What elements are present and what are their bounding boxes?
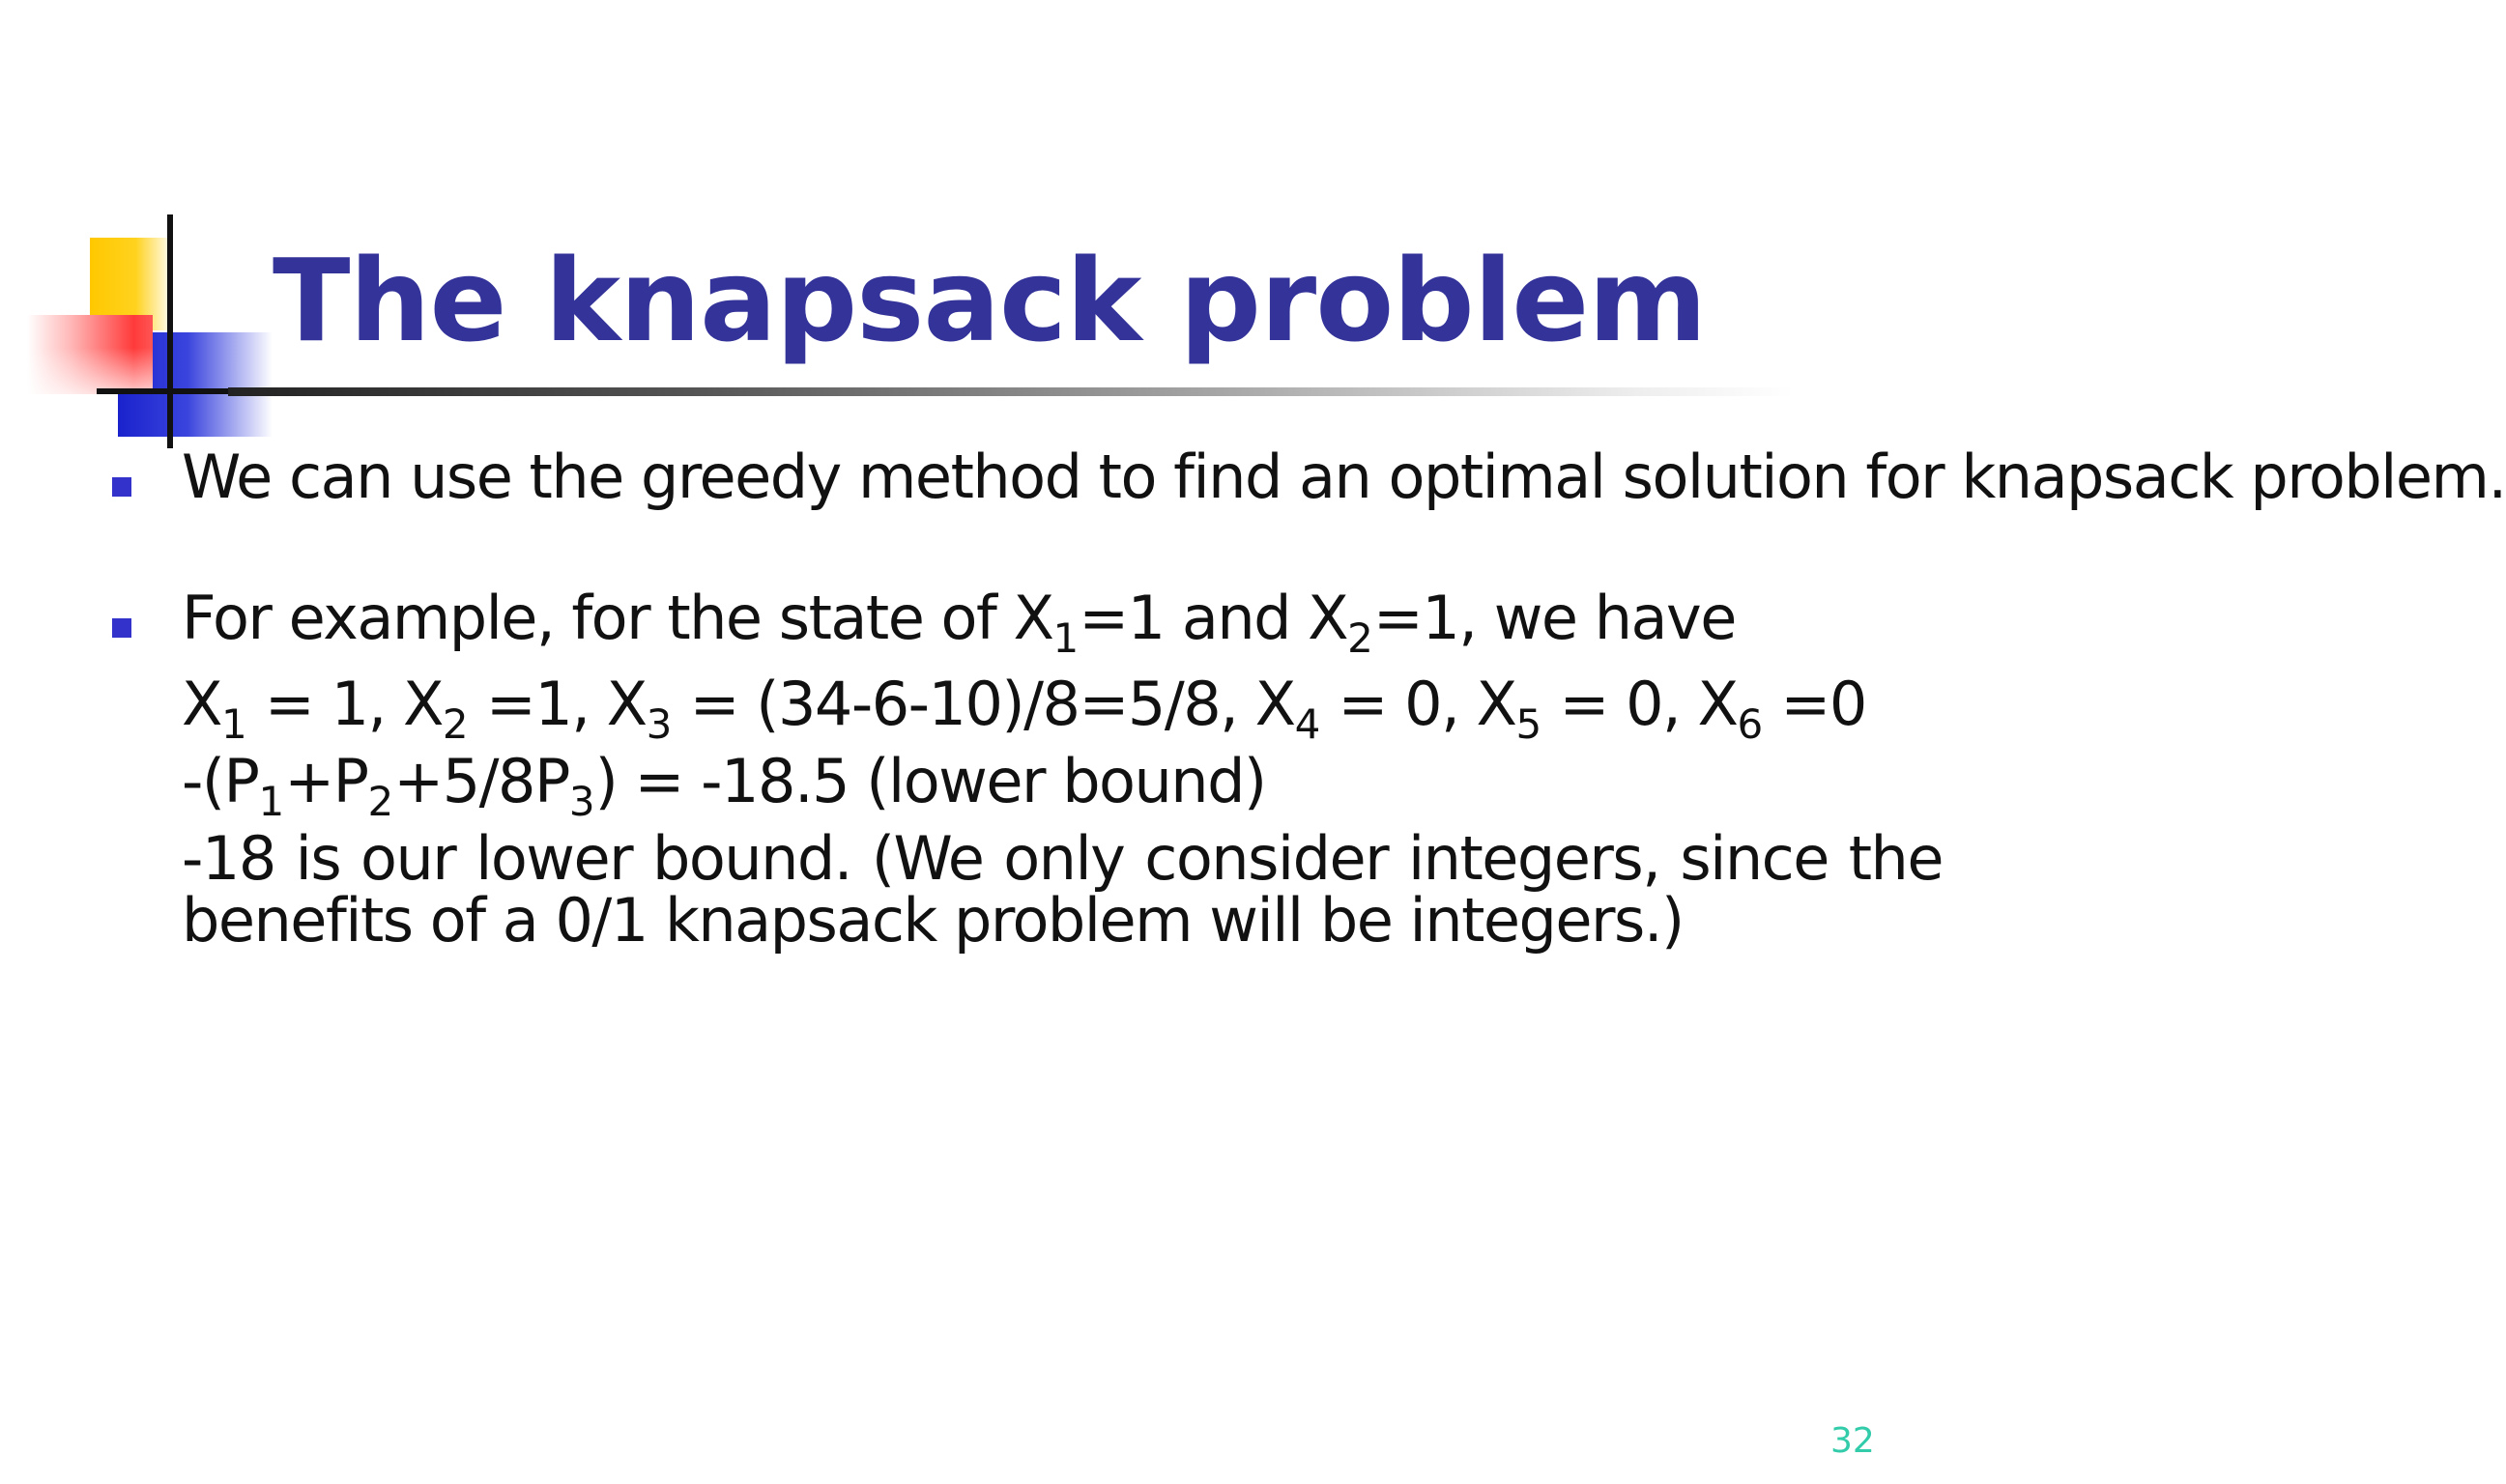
text-run: = 0, X xyxy=(1320,669,1516,739)
page-number: 32 xyxy=(1830,1421,1875,1461)
text-run: -(P xyxy=(182,746,259,816)
square-bullet-icon xyxy=(112,477,131,497)
variable-assignment-line xyxy=(182,669,1943,748)
text-run: =1, we have xyxy=(1372,583,1736,653)
text-run: For example, for the state of X xyxy=(182,583,1053,653)
horizontal-cross-line xyxy=(97,388,232,394)
text-run: = 1, X xyxy=(246,669,443,739)
subscript: 3 xyxy=(646,700,673,748)
subscript: 6 xyxy=(1737,700,1764,748)
vertical-cross-line xyxy=(167,214,173,448)
integer-lower-bound-paragraph: -18 is our lower bound. (We only consider integers, since the benefits of a 0/1 knapsack problem will be integers.) xyxy=(182,823,1943,956)
bullet-text-greedy-method xyxy=(182,442,2506,512)
text-run: = (34-6-10)/8=5/8, X xyxy=(672,669,1295,739)
subscript: 1 xyxy=(220,700,247,748)
text-run: X xyxy=(182,669,221,739)
subscript: 3 xyxy=(568,778,595,825)
square-bullet-icon xyxy=(112,618,131,638)
text-run: ) = -18.5 (lower bound) xyxy=(594,746,1266,816)
text-run: +5/8P xyxy=(393,746,569,816)
text-run: =1 and X xyxy=(1079,583,1348,653)
text-run: +P xyxy=(284,746,368,816)
slide-title: The knapsack problem xyxy=(273,234,1707,367)
subscript: 2 xyxy=(367,778,394,825)
title-underline-rule xyxy=(228,387,1794,396)
text-run: = 0, X xyxy=(1541,669,1738,739)
subscript: 4 xyxy=(1294,700,1321,748)
subscript: 1 xyxy=(258,778,285,825)
subscript: 2 xyxy=(1347,614,1373,662)
text-run: =0 xyxy=(1763,669,1866,739)
bullet-text-example-state xyxy=(182,583,1943,662)
lower-bound-expression-line xyxy=(182,746,1943,825)
subscript: 5 xyxy=(1515,700,1542,748)
subscript: 1 xyxy=(1052,614,1080,662)
subscript: 2 xyxy=(442,700,469,748)
red-square-fade xyxy=(27,348,153,394)
text-run: =1, X xyxy=(468,669,647,739)
bullet-text-content: We can use the greedy method to find an optimal solution for knapsack problem. xyxy=(182,442,2506,512)
